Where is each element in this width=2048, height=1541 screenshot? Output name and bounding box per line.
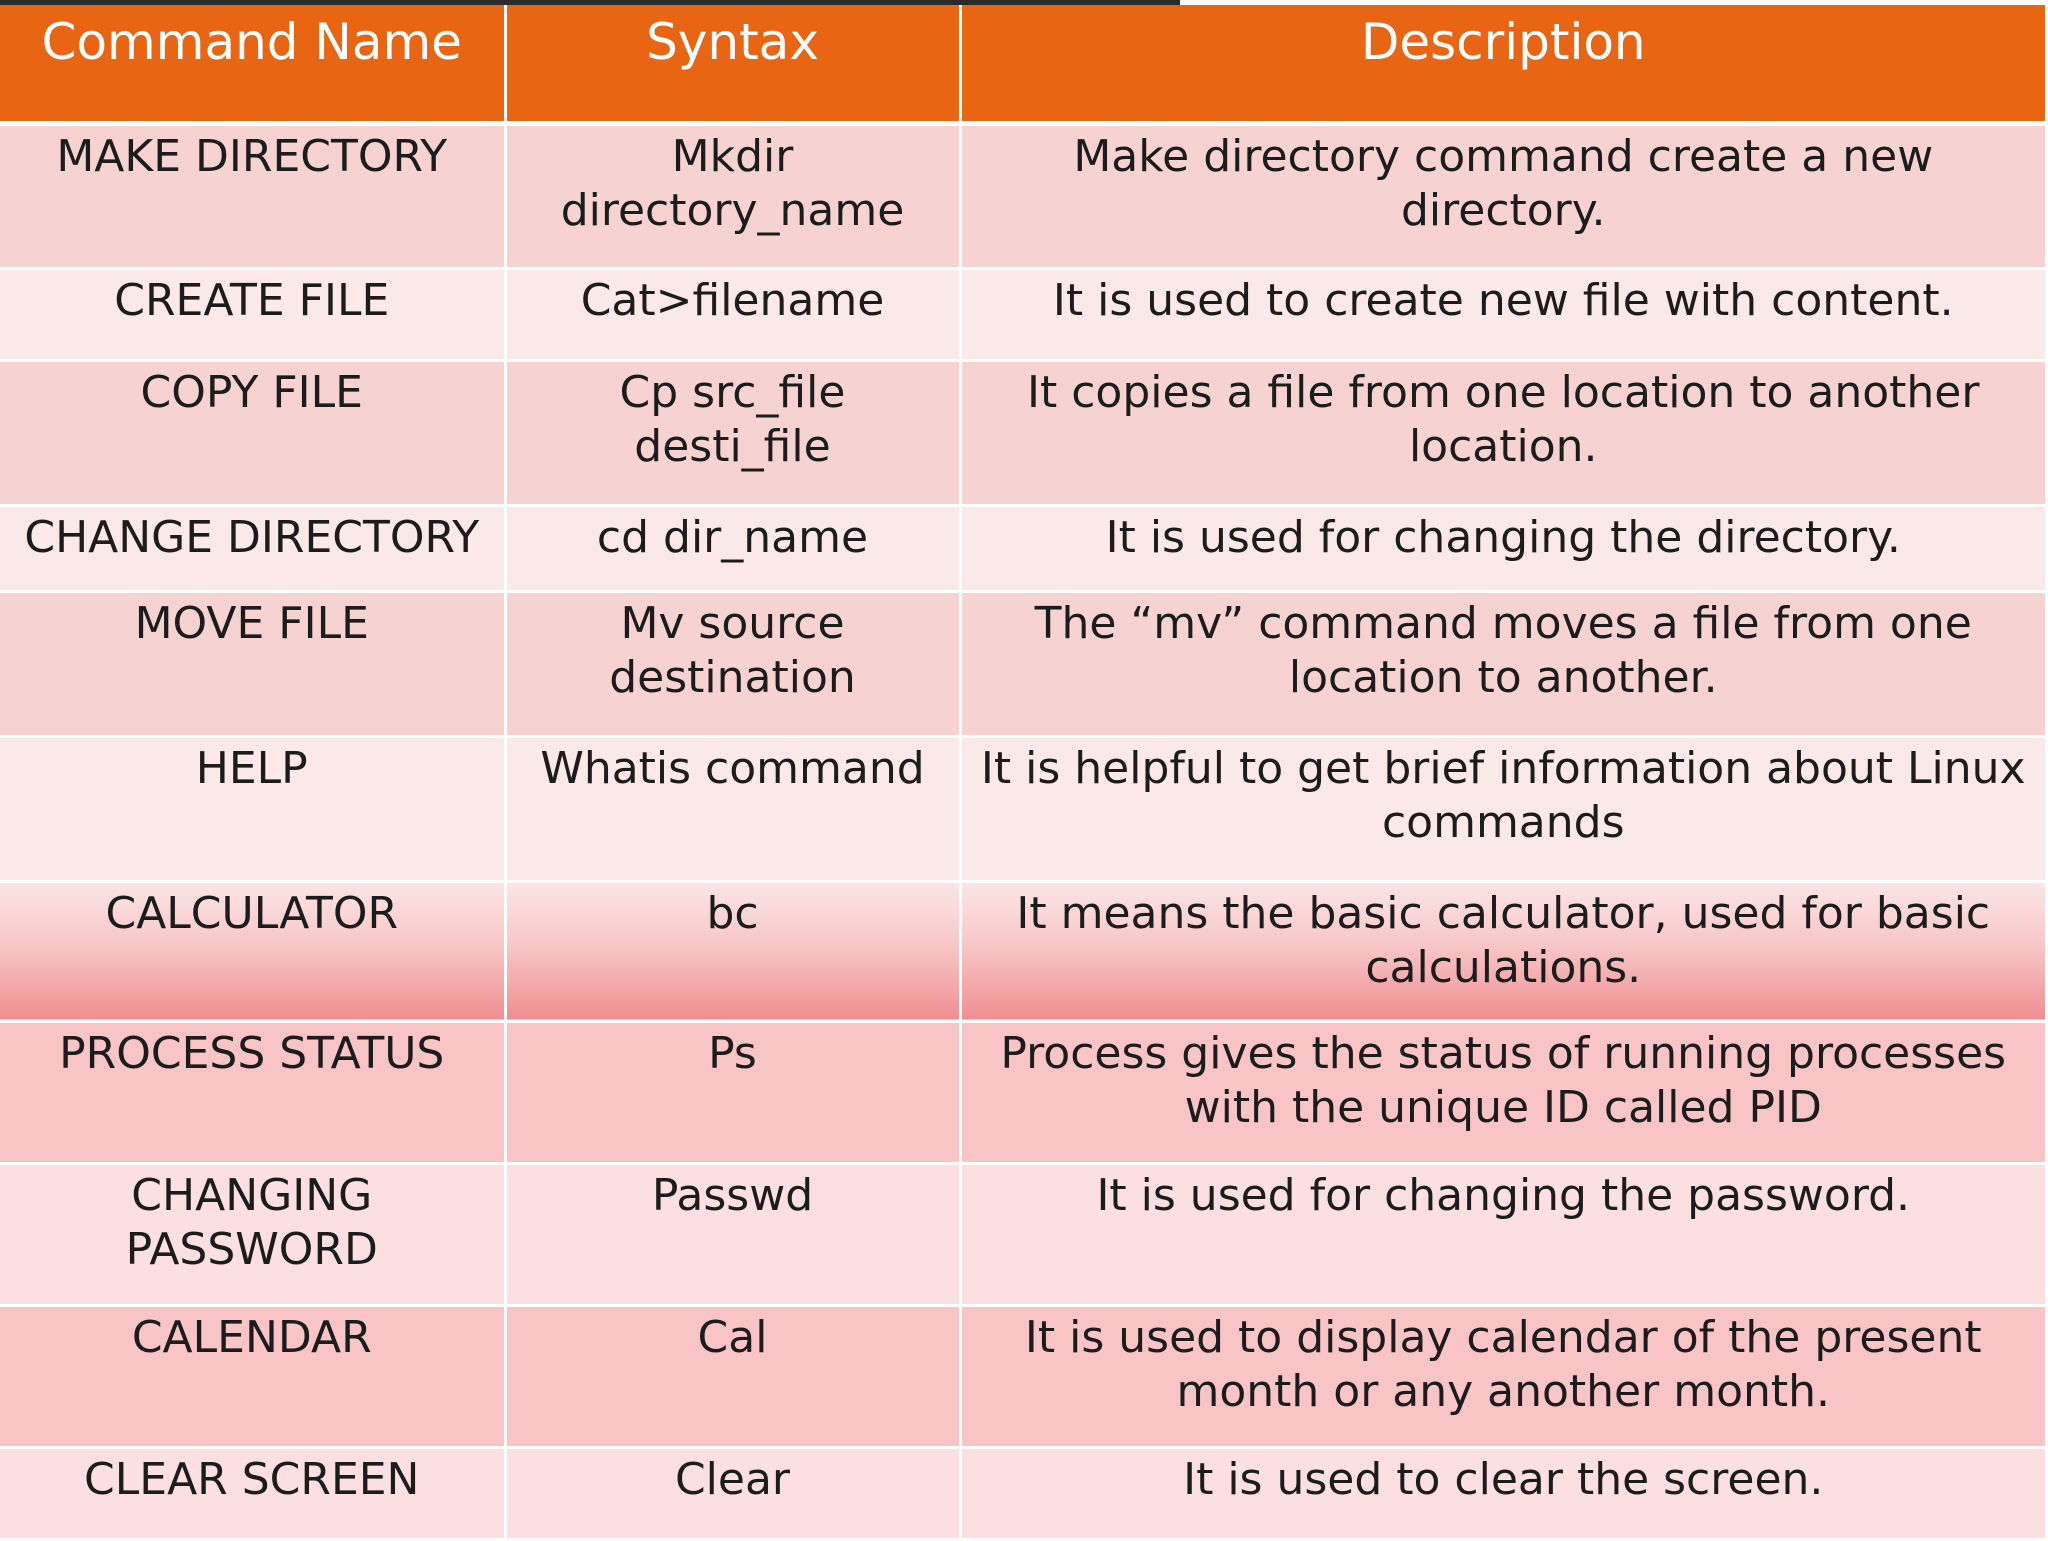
syntax-cell: cd dir_name [505, 505, 960, 591]
description-cell: It is used for changing the password. [960, 1163, 2045, 1305]
table-row [0, 123, 2045, 268]
syntax-cell: Cp src_file desti_file [505, 360, 960, 505]
command-cell: CALENDAR [0, 1305, 505, 1447]
command-cell: CHANGE DIRECTORY [0, 505, 505, 591]
description-cell: Process gives the status of running processes with the unique ID called PID [960, 1021, 2045, 1163]
commands-table [0, 5, 2045, 1541]
description-cell: The “mv” command moves a file from one location to another. [960, 591, 2045, 736]
syntax-cell: bc [505, 881, 960, 1021]
command-cell: HELP [0, 736, 505, 881]
description-cell: It means the basic calculator, used for basic calculations. [960, 881, 2045, 1021]
syntax-cell: Ps [505, 1021, 960, 1163]
header-syntax: Syntax [505, 5, 960, 123]
table-row [0, 1021, 2045, 1163]
command-cell: MAKE DIRECTORY [0, 123, 505, 268]
table-row [0, 1447, 2045, 1539]
table-row [0, 360, 2045, 505]
header-description: Description [960, 5, 2045, 123]
command-cell: CLEAR SCREEN [0, 1447, 505, 1539]
description-cell: It is helpful to get brief information about Linux commands [960, 736, 2045, 881]
description-cell: It copies a file from one location to another location. [960, 360, 2045, 505]
description-cell: It is used for changing the directory. [960, 505, 2045, 591]
syntax-cell: Mkdir directory_name [505, 123, 960, 268]
table-row [0, 1163, 2045, 1305]
description-cell: Make directory command create a new directory. [960, 123, 2045, 268]
command-cell: PROCESS STATUS [0, 1021, 505, 1163]
header-command-name: Command Name [0, 5, 505, 123]
syntax-cell: Cal [505, 1305, 960, 1447]
syntax-cell: Passwd [505, 1163, 960, 1305]
command-cell: MOVE FILE [0, 591, 505, 736]
table-row [0, 591, 2045, 736]
table-header-row [0, 5, 2045, 123]
description-cell: It is used to create new file with content. [960, 268, 2045, 360]
syntax-cell: Mv source destination [505, 591, 960, 736]
description-cell: It is used to clear the screen. [960, 1447, 2045, 1539]
table-row [0, 881, 2045, 1021]
command-cell: CALCULATOR [0, 881, 505, 1021]
table-row [0, 1305, 2045, 1447]
description-cell: It is used to display calendar of the present month or any another month. [960, 1305, 2045, 1447]
table-row [0, 505, 2045, 591]
table-row [0, 736, 2045, 881]
syntax-cell: Clear [505, 1447, 960, 1539]
command-cell: CREATE FILE [0, 268, 505, 360]
command-cell: CHANGING PASSWORD [0, 1163, 505, 1305]
table-row [0, 268, 2045, 360]
syntax-cell: Whatis command [505, 736, 960, 881]
syntax-cell: Cat>filename [505, 268, 960, 360]
command-cell: COPY FILE [0, 360, 505, 505]
